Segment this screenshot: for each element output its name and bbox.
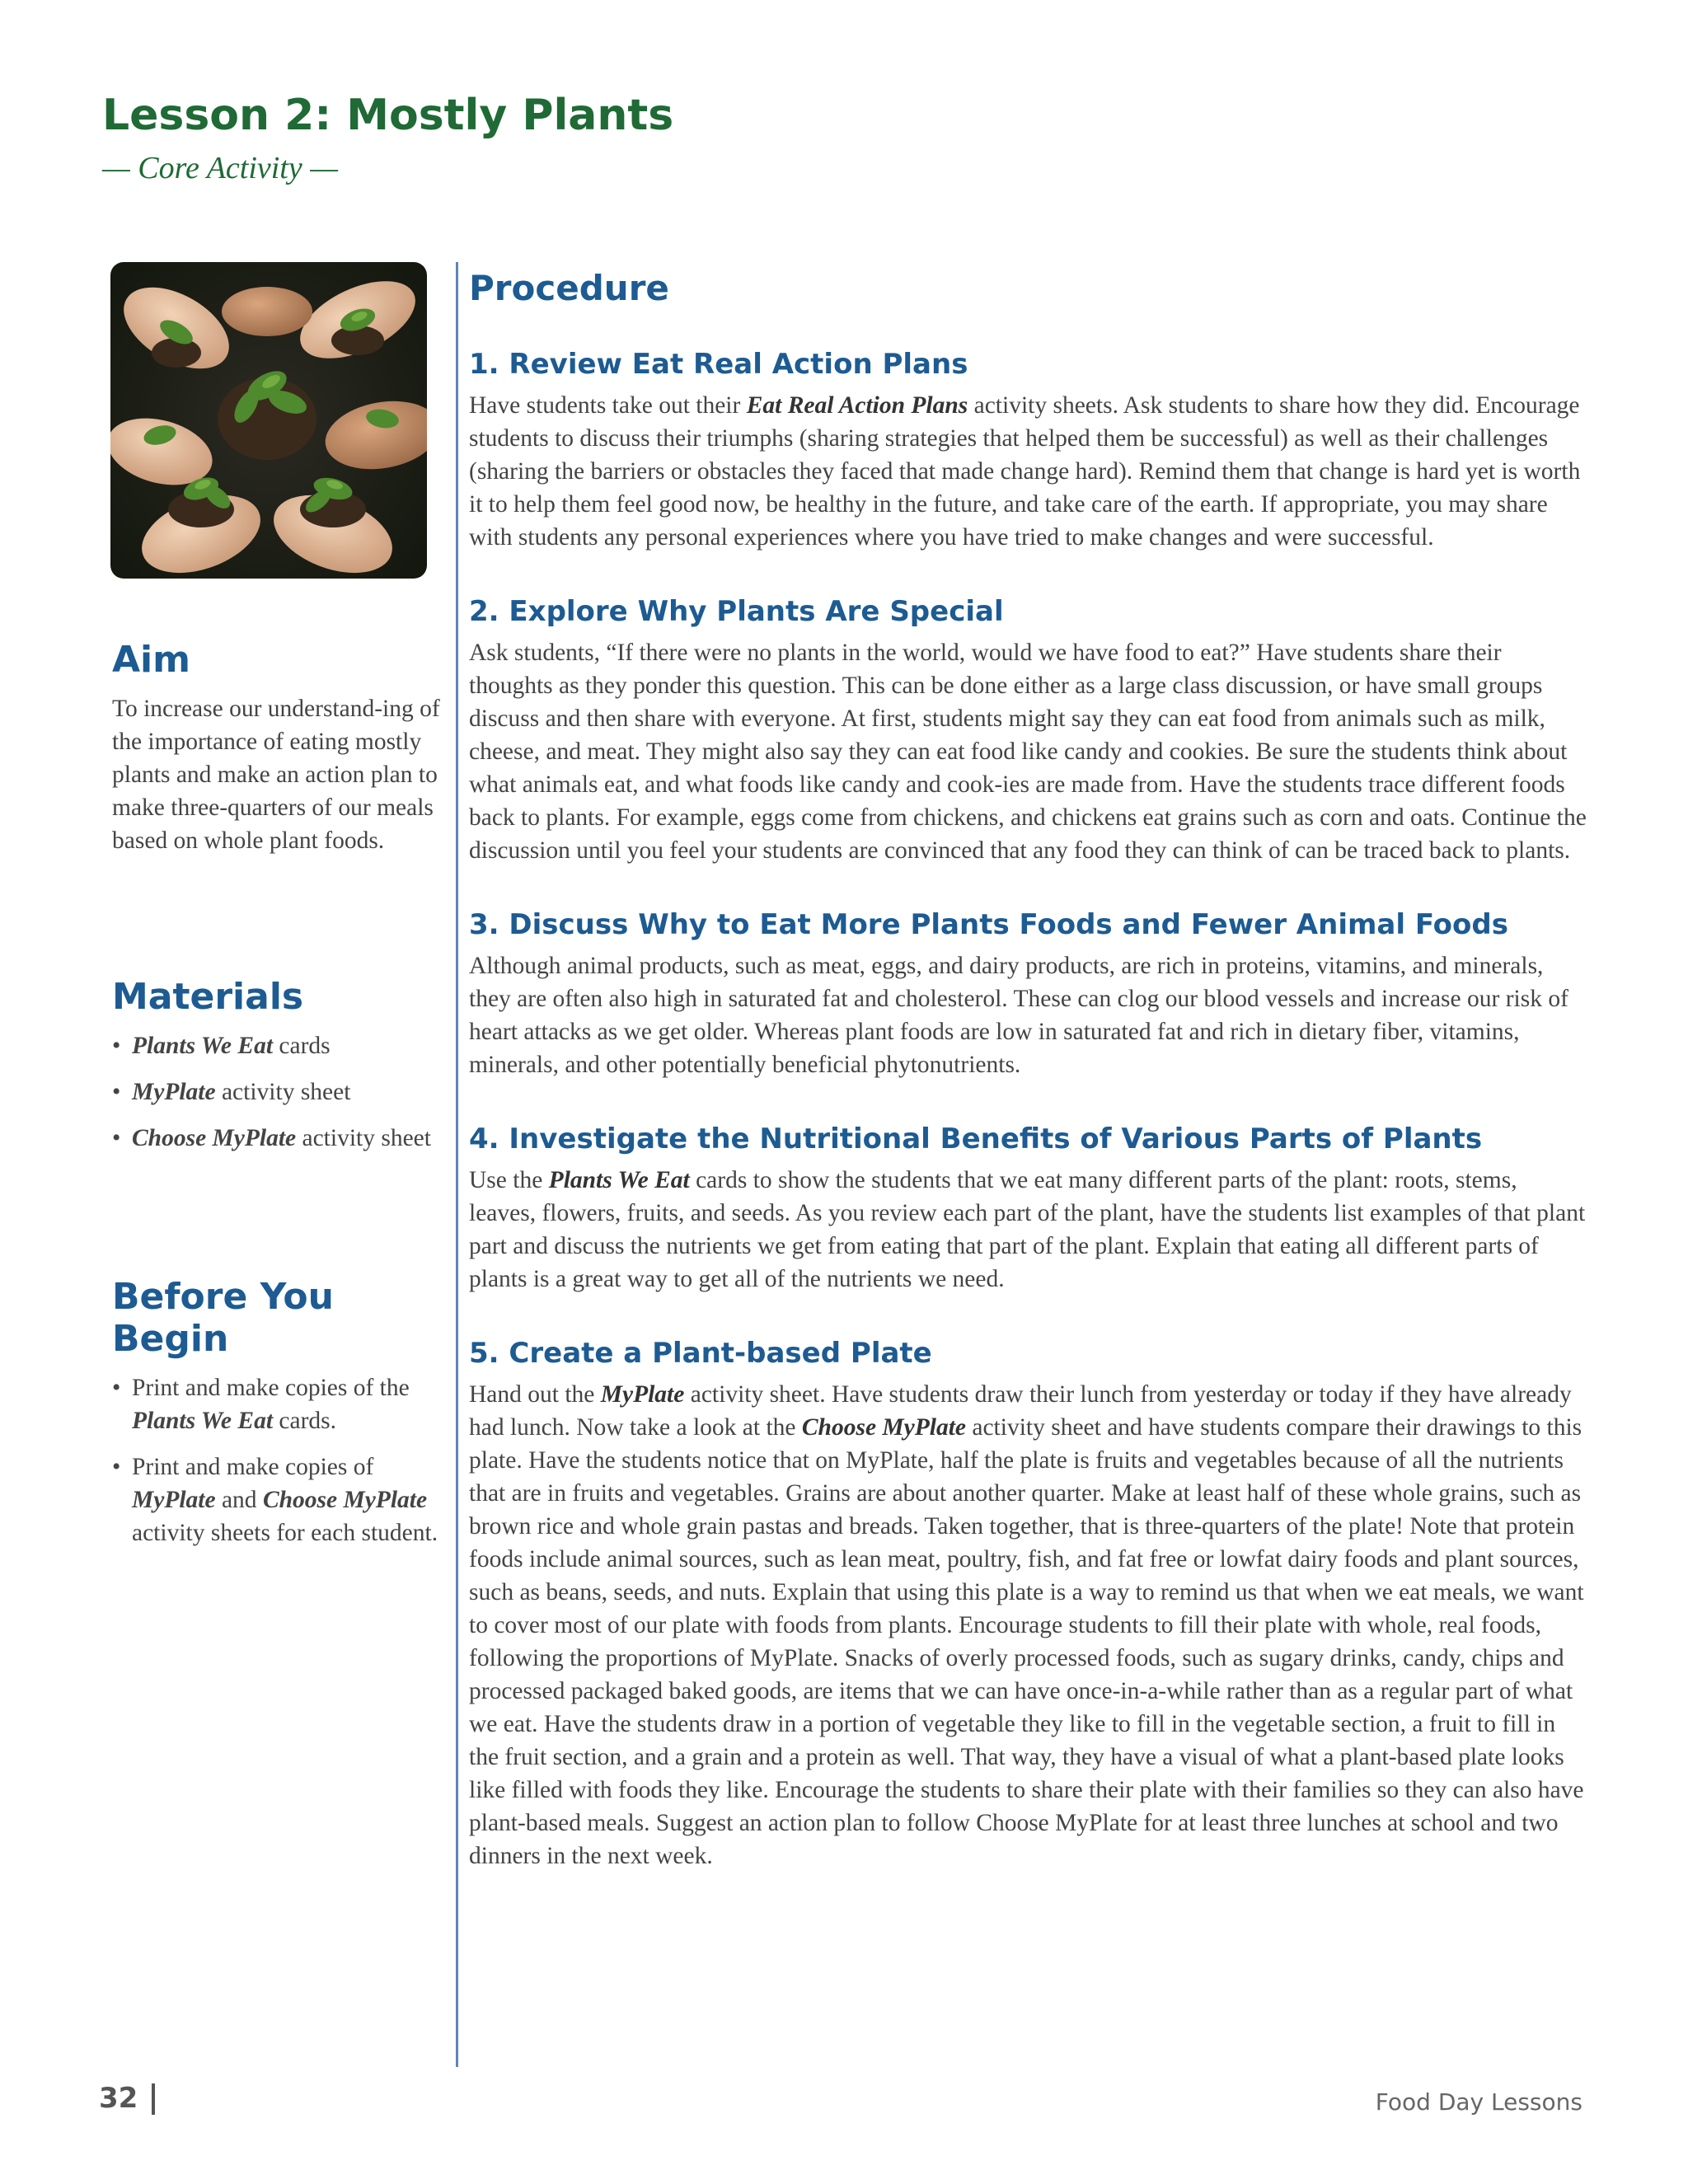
step-1-text: Have students take out their Eat Real Action Plans activity sheets. Ask students to share how they did. Encourage students to discuss their triumphs (sharing strategies that helped them be successful) as well as their challenges (sharing the barriers or obstacles they faced that made change hard). Remind them that change is hard yet is worth it to help them feel good now, be healthy in the future, and take care of the earth. If appropriate, you may share with students any personal experiences where you have tried to make changes and were successful.: [469, 392, 1581, 551]
list-item: • MyPlate activity sheet: [112, 1076, 450, 1108]
lesson-subtitle: — Core Activity —: [102, 151, 339, 185]
column-divider: [456, 262, 458, 2067]
page-number: 32: [99, 2082, 138, 2115]
materials-section: [112, 976, 450, 1168]
before-you-begin-section: [112, 1276, 450, 1563]
aim-heading: Aim: [112, 639, 190, 681]
aim-text: To increase our understand-ing of the importance of eating mostly plants and make an action plan to make three-quarters of our meals based on whole plant foods.: [112, 696, 440, 854]
step-2-text: Ask students, “If there were no plants in the world, would we have food to eat?” Have students share their thoughts as they ponder this question. This can be done either as a large class discussion, or have small groups discuss and then share with everyone. At first, students might say they can eat food from animals such as milk, cheese, and meat. They might also say they can eat food like candy and cookies. Be sure the students think about what animals eat, and what foods like candy and cook-ies are made from. Have the students trace different foods back to plants. For example, eggs come from chickens, and chickens eat grains such as corn and oats. Continue the discussion until you feel your students are convinced that any food they can think of can be traced back to plants.: [469, 640, 1587, 864]
before-you-begin-list: [112, 1371, 450, 1549]
step-5-heading: 5. Create a Plant-based Plate: [469, 1337, 932, 1370]
list-item: • Plants We Eat cards: [112, 1029, 450, 1062]
list-item: • Choose MyPlate activity sheet: [112, 1122, 450, 1155]
step-3-heading: 3. Discuss Why to Eat More Plants Foods and Fewer Animal Foods: [469, 908, 1508, 941]
step-2-heading: 2. Explore Why Plants Are Special: [469, 595, 1004, 628]
materials-list: [112, 1029, 450, 1155]
list-item: • Print and make copies of the Plants We Eat cards.: [112, 1371, 450, 1437]
hands-with-seedlings-photo: [110, 262, 427, 579]
step-5-text: Hand out the MyPlate activity sheet. Have students draw their lunch from yesterday or today if they have already had lunch. Now take a look at the Choose MyPlate activity sheet and have students compare their drawings to this plate. Have the students notice that on MyPlate, half the plate is fruits and vegetables because of all the nutrients that are in fruits and vegetables. Grains are about another quarter. Make at least half of these whole grains, such as brown rice and whole grain pastas and breads. Taken together, that is three-quarters of the plate! Note that protein foods include animal sources, such as lean meat, poultry, fish, and fat free or lowfat dairy foods and plant sources, such as beans, seeds, and nuts. Explain that using this plate is a way to remind us that when we eat meals, we want to cover most of our plate with foods from plants. Encourage students to fill their plate with whole, real foods, following the proportions of MyPlate. Snacks of overly processed foods, such as sugary drinks, candy, chips and processed packaged baked goods, are items that we can have once-in-a-while rather than as a regular part of what we eat. Have the students draw in a portion of vegetable they like to fill in the vegetable section, a fruit to fill in the fruit section, and a grain and a protein as well. That way, they have a visual of what a plant-based plate looks like filled with foods they like. Encourage the students to share their plate with their families so they can also have plant-based meals. Suggest an action plan to follow Choose MyPlate for at least three lunches at school and two dinners in the next week.: [469, 1381, 1584, 1869]
footer-divider: [152, 2083, 155, 2115]
before-you-begin-heading: Before You Begin: [112, 1276, 334, 1360]
procedure-section: [469, 268, 1590, 1872]
materials-heading: Materials: [112, 976, 304, 1018]
step-1-heading: 1. Review Eat Real Action Plans: [469, 348, 968, 381]
footer-publication-title: Food Day Lessons: [1375, 2088, 1582, 2116]
step-4-heading: 4. Investigate the Nutritional Benefits of Various Parts of Plants: [469, 1122, 1483, 1155]
lesson-title: Lesson 2: Mostly Plants: [102, 91, 674, 140]
list-item: • Print and make copies of MyPlate and Choose MyPlate activity sheets for each student.: [112, 1451, 450, 1549]
procedure-heading: Procedure: [469, 268, 669, 308]
step-3-text: Although animal products, such as meat, eggs, and dairy products, are rich in proteins, vitamins, and minerals, they are often also high in saturated fat and cholesterol. These can clog our blood vessels and increase our risk of heart attacks as we get older. Whereas plant foods are low in saturated fat and rich in dietary fiber, vitamins, minerals, and other potentially beneficial phytonutrients.: [469, 953, 1568, 1078]
aim-section: [112, 639, 450, 857]
step-4-text: Use the Plants We Eat cards to show the students that we eat many different parts of the plant: roots, stems, leaves, flowers, fruits, and seeds. As you review each part of the plant, have the students list examples of that plant part and discuss the nutrients we get from eating that part of the plant. Explain that eating all different parts of plants is a great way to get all of the nutrients we need.: [469, 1167, 1586, 1292]
